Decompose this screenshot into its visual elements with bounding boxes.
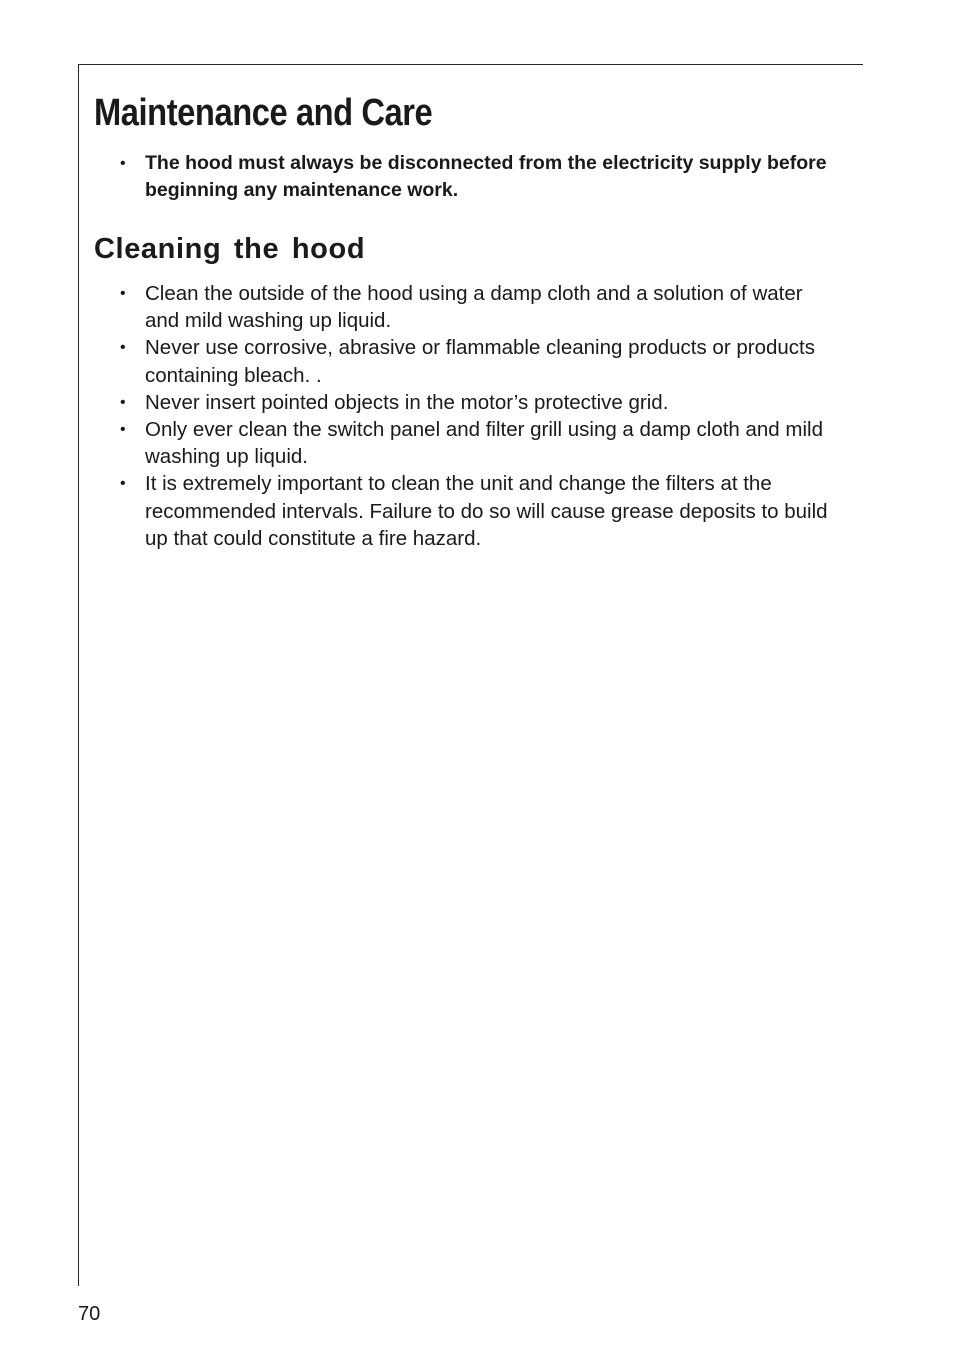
cleaning-instructions-list [94,280,839,552]
warning-list [94,150,834,204]
bullet-icon: • [120,393,126,411]
list-item-text: Never use corrosive, abrasive or flammable cleaning products or products containing bleach. . [145,336,815,387]
bullet-icon: • [120,155,126,172]
list-item-text: Never insert pointed objects in the motor’s protective grid. [145,390,669,414]
list-item [94,389,839,416]
warning-text: The hood must always be disconnected from the electricity supply before beginning any maintenance work. [145,152,827,202]
bullet-icon: • [120,339,126,357]
list-item [94,280,839,334]
bullet-icon: • [120,421,126,439]
section-heading: Cleaning the hood [94,233,366,265]
warning-item [94,150,834,204]
list-item [94,416,839,470]
list-item-text: Only ever clean the switch panel and filter grill using a damp cloth and mild washing up liquid. [145,418,823,469]
list-item [94,470,839,552]
list-item [94,334,839,388]
list-item-text: Clean the outside of the hood using a damp cloth and a solution of water and mild washing up liquid. [145,282,803,333]
page-number: 70 [78,1303,101,1325]
page-frame-left-rule [78,64,79,1286]
bullet-icon: • [120,475,126,493]
page-title: Maintenance and Care [94,92,433,134]
page-frame-top-rule [78,64,863,65]
bullet-icon: • [120,285,126,302]
list-item-text: It is extremely important to clean the unit and change the filters at the recommended intervals. Failure to do so will cause grease deposits to build up that could constitute a fire hazard. [145,472,828,550]
